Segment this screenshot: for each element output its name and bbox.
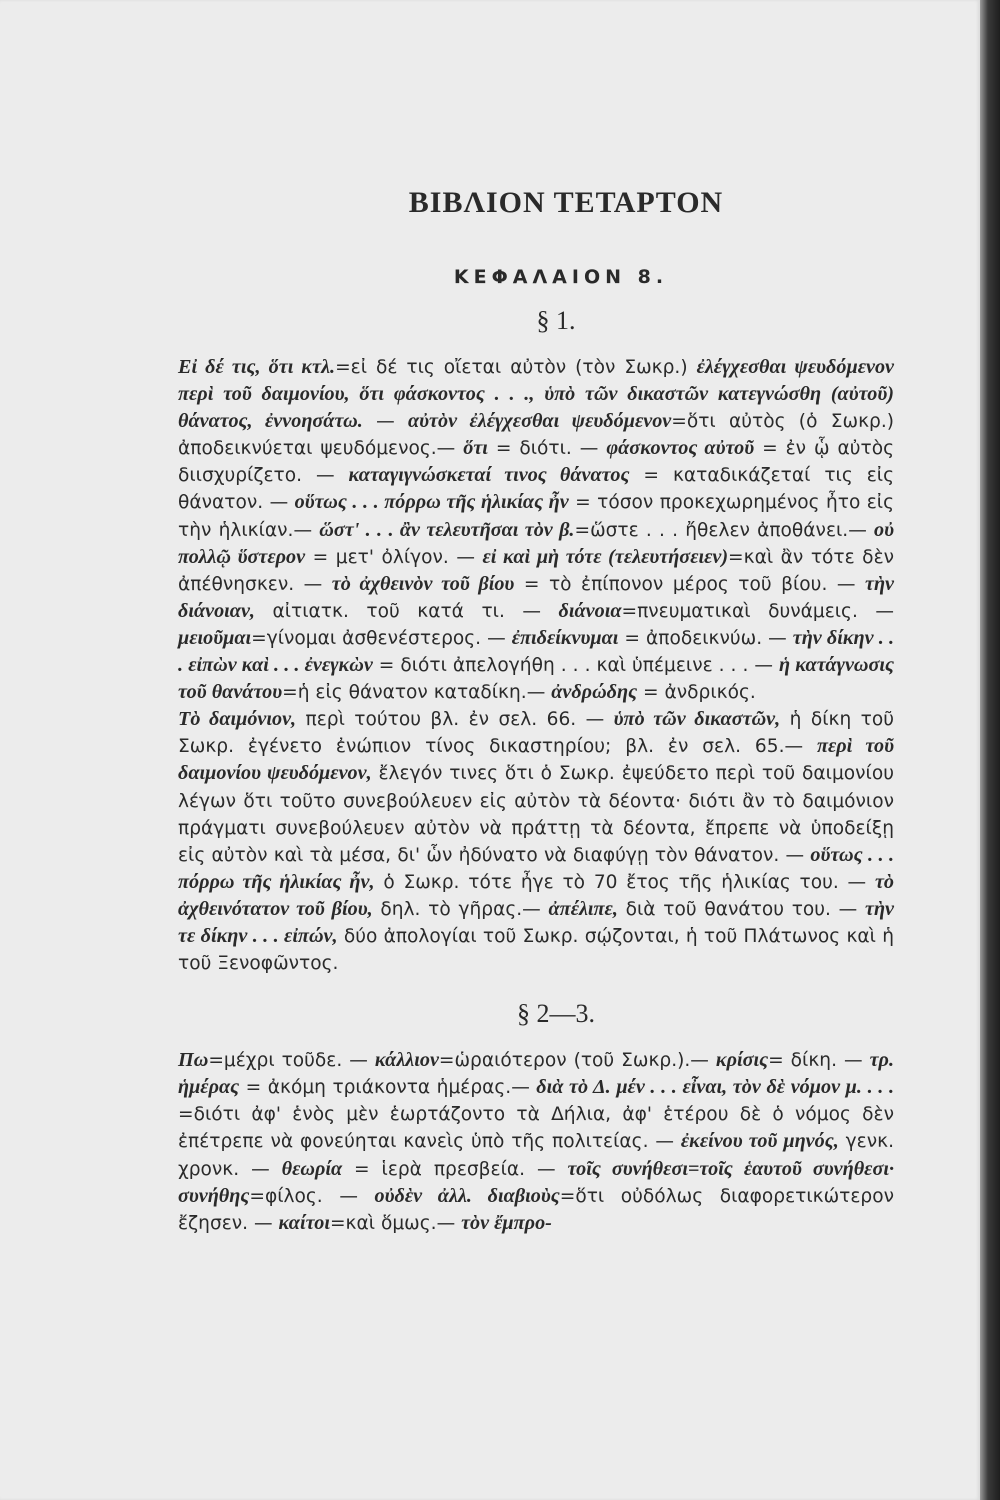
gloss-text: =εἰ δέ τις οἴεται αὐτὸν (τὸν Σωκρ.) bbox=[335, 357, 697, 378]
gloss-text: =ὡραιότερον (τοῦ Σωκρ.).— bbox=[438, 1050, 716, 1072]
chapter-title: ΚΕΦΑΛΑΙΟΝ 8. bbox=[453, 266, 669, 288]
page-edge-shadow bbox=[980, 0, 1000, 1500]
lemma-text: ἀνδρώδης bbox=[551, 681, 638, 704]
lemma-text: ἐκείνου τοῦ μηνός, bbox=[680, 1130, 839, 1153]
lemma-text: περὶ τοῦ δαιμονίου ψευδόμενον, bbox=[178, 735, 894, 785]
commentary-paragraph bbox=[178, 706, 894, 977]
lemma-text: οὐδὲν ἀλλ. διαβιοὺς bbox=[374, 1184, 560, 1207]
gloss-text: =μέχρι τοῦδε. — bbox=[208, 1050, 375, 1072]
lemma-text: ὑπὸ τῶν δικαστῶν, bbox=[613, 708, 781, 731]
gloss-text: =διότι ἀφ' ἑνὸς μὲν ἑωρτάζοντο τὰ Δήλια, ἀφ' ἑτέρου δὲ ὁ νόμος δὲν ἐπέτρεπε νὰ φονεύηται κανεὶς ὑπὸ τῆς πολιτείας. — bbox=[178, 1104, 894, 1153]
gloss-text: =φίλος. — bbox=[249, 1185, 375, 1207]
lemma-text: ὅτι bbox=[463, 437, 488, 460]
gloss-text: =πνευματικαὶ δυνάμεις. — bbox=[621, 600, 894, 622]
lemma-text: μειοῦμαι bbox=[178, 626, 252, 649]
gloss-text: ἡ δίκη τοῦ Σωκρ. ἐγένετο ἐνώπιον τίνος δικαστηρίου; βλ. ἐν σελ. 65.— bbox=[178, 709, 894, 758]
lemma-text: τοῖς συνήθεσι=τοῖς ἑαυτοῦ συνήθεσι· συνήθης bbox=[178, 1157, 894, 1207]
gloss-text: =ἡ εἰς θάνατον καταδίκη.— bbox=[282, 682, 552, 704]
gloss-text: γενκ. χρονκ. — bbox=[178, 1131, 894, 1180]
gloss-text: = ἀνδρικός. bbox=[637, 682, 756, 704]
lemma-text: φάσκοντος αὐτοῦ bbox=[606, 437, 755, 460]
gloss-text: ὁ Σωκρ. τότε ἦγε τὸ 70 ἔτος τῆς ἡλικίας του. — bbox=[374, 871, 875, 893]
gloss-text: αἰτιατκ. τοῦ κατά τι. — bbox=[254, 600, 559, 622]
lemma-text: Εἰ δέ τις, ὅτι κτλ. bbox=[178, 356, 336, 378]
lemma-text: τὸ ἀχθεινότατον τοῦ βίου, bbox=[178, 870, 895, 920]
lemma-text: καίτοι bbox=[278, 1211, 330, 1234]
commentary-paragraph bbox=[178, 1047, 894, 1237]
gloss-text: =ὅτι οὐδόλως διαφορετικώτερον ἔζησεν. — bbox=[178, 1185, 894, 1234]
lemma-text: τὸν ἔμπρο- bbox=[461, 1211, 552, 1234]
lemma-text: τὴν διάνοιαν, bbox=[178, 572, 894, 622]
gloss-text: περὶ τούτου βλ. ἐν σελ. 66. — bbox=[296, 709, 614, 731]
book-title: ΒΙΒΛΙΟΝ ΤΕΤΑΡΤΟΝ bbox=[408, 186, 724, 219]
lemma-text: τὴν δίκην . . . εἰπὼν καὶ . . . ἐνεγκὼν bbox=[178, 626, 894, 677]
lemma-text: ἐπιδείκνυμαι bbox=[511, 626, 619, 649]
gloss-text: ἔλεγόν τινες ὅτι ὁ Σωκρ. ἐψεύδετο περὶ τοῦ δαιμονίου λέγων ὅτι τοῦτο συνεβούλευεν εἰς αὐτὸν τὰ δέοντα· διότι ἂν τὸ δαιμόνιον πράγματι συνεβούλευεν αὐτὸν νὰ πράττῃ τὰ δέοντα, ἔπρεπε νὰ ὑποδείξῃ εἰς αὐτὸν καὶ τὰ μέσα, δι' ὧν ἠδύνατο νὰ διαφύγῃ τὸν θάνατον. — bbox=[178, 763, 894, 866]
lemma-text: Πω bbox=[178, 1049, 209, 1072]
lemma-text: οὕτως . . . πόρρω τῆς ἡλικίας ἦν, bbox=[178, 843, 894, 893]
gloss-text: = διότι. — bbox=[487, 438, 607, 460]
lemma-text: εἰ καὶ μὴ τότε (τελευτήσειεν) bbox=[482, 545, 729, 568]
gloss-text: = ἱερὰ πρεσβεία. — bbox=[342, 1158, 568, 1180]
gloss-text: = δίκη. — bbox=[768, 1050, 870, 1072]
page-content bbox=[178, 186, 894, 1237]
lemma-text: ἡ κατάγνωσις τοῦ θανάτου bbox=[178, 654, 894, 704]
gloss-text: = διότι ἀπελογήθη . . . καὶ ὑπέμεινε . . . — bbox=[372, 655, 779, 677]
lemma-text: οὐ πολλῷ ὕστερον bbox=[178, 518, 894, 568]
gloss-text: = τόσον προκεχωρημένος ἦτο εἰς τὴν ἡλικίαν.— bbox=[178, 492, 895, 541]
lemma-text: ἐλέγχεσθαι ψευδόμενον περὶ τοῦ δαιμονίου, ὅτι φάσκοντος . . ., ὑπὸ τῶν δικαστῶν κατεγνώσθη (αὐτοῦ) θάνατος, ἐννοησάτω. bbox=[178, 356, 895, 433]
gloss-text: = ἐν ᾧ αὐτὸς διισχυρίζετο. — bbox=[178, 438, 895, 487]
gloss-text: = ἀκόμη τριάκοντα ἡμέρας.— bbox=[239, 1077, 537, 1099]
lemma-text: ἀπέλιπε, bbox=[548, 897, 618, 920]
lemma-text: κρίσις bbox=[715, 1049, 769, 1072]
gloss-text: =γίνομαι ἀσθενέστερος. — bbox=[251, 627, 512, 649]
lemma-text: αὐτὸν ἐλέγχεσθαι ψευδόμενον bbox=[407, 410, 672, 433]
lemma-text: ὥστ' . . . ἂν τελευτῆσαι τὸν β. bbox=[319, 518, 575, 541]
gloss-text: = τὸ ἐπίπονον μέρος τοῦ βίου. — bbox=[514, 573, 865, 595]
gloss-text: διὰ τοῦ θανάτου του. — bbox=[617, 898, 865, 920]
section-heading-2: § 2—3. bbox=[517, 999, 595, 1029]
lemma-text: τὸ ἀχθεινὸν τοῦ βίου bbox=[331, 572, 515, 595]
lemma-text: τρ. ἡμέρας bbox=[178, 1049, 894, 1099]
gloss-text: δύο ἀπολογίαι τοῦ Σωκρ. σῴζονται, ἡ τοῦ Πλάτωνος καὶ ἡ τοῦ Ξενοφῶντος. bbox=[178, 925, 894, 975]
gloss-text: = καταδικάζεταί τις εἰς θάνατον. — bbox=[178, 465, 894, 514]
lemma-text: Τὸ δαιμόνιον, bbox=[178, 708, 297, 731]
gloss-text: =ὅτι αὐτὸς (ὁ Σωκρ.) ἀποδεικνύεται ψευδόμενος.— bbox=[178, 411, 894, 460]
lemma-text: διάνοια bbox=[558, 599, 622, 622]
gloss-text: δηλ. τὸ γῆρας.— bbox=[372, 898, 549, 920]
gloss-text: — bbox=[362, 411, 408, 433]
gloss-text: =ὥστε . . . ἤθελεν ἀποθάνει.— bbox=[574, 519, 875, 541]
lemma-text: διὰ τὸ Δ. μέν . . . εἶναι, τὸν δὲ νόμον μ. . . . bbox=[536, 1076, 894, 1099]
lemma-text: οὕτως . . . πόρρω τῆς ἡλικίας ἦν bbox=[294, 491, 569, 514]
lemma-text: τὴν τε δίκην . . . εἰπών, bbox=[178, 897, 894, 947]
commentary-paragraph bbox=[178, 354, 894, 706]
gloss-text: =καὶ ὅμως.— bbox=[329, 1212, 462, 1234]
lemma-text: κάλλιον bbox=[374, 1049, 439, 1072]
lemma-text: θεωρία bbox=[281, 1157, 343, 1180]
gloss-text: =καὶ ἂν τότε δὲν ἀπέθνησκεν. — bbox=[178, 546, 894, 595]
gloss-text: = μετ' ὀλίγον. — bbox=[305, 546, 483, 568]
section-heading-1: § 1. bbox=[536, 306, 576, 335]
lemma-text: καταγιγνώσκεταί τινος θάνατος bbox=[348, 464, 630, 487]
gloss-text: = ἀποδεικνύω. — bbox=[618, 627, 793, 649]
